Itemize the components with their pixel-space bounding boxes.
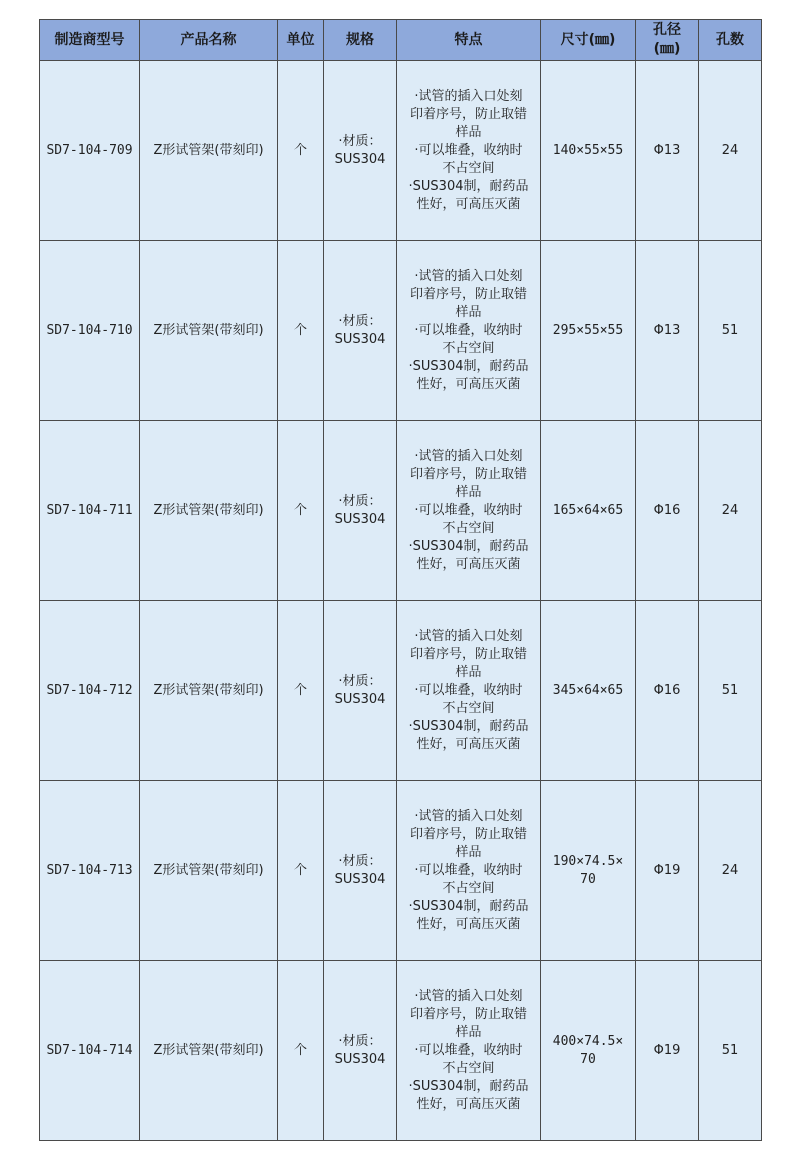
header-row: [40, 20, 762, 61]
feature-line: ·试管的插入口处刻: [414, 448, 523, 464]
spec-line: SUS304: [334, 691, 386, 707]
table-header: [40, 20, 762, 61]
hole-diameter-cell: Φ13: [636, 61, 699, 241]
feature-line: ·可以堆叠，收纳时: [414, 862, 523, 878]
features-cell: [397, 61, 541, 241]
hole-count-cell: 51: [699, 601, 762, 781]
unit-cell: 个: [278, 961, 324, 1141]
features-cell: [397, 241, 541, 421]
header-hole-diameter-line-2: (㎜): [653, 41, 681, 57]
unit-cell: 个: [278, 781, 324, 961]
header-unit: 单位: [278, 20, 324, 61]
feature-line: ·SUS304制，耐药品: [408, 718, 529, 734]
feature-line: 印着序号，防止取错: [409, 826, 527, 842]
model-cell: SD7-104-713: [40, 781, 140, 961]
feature-line: 不占空间: [442, 700, 495, 716]
hole-count-cell: 51: [699, 241, 762, 421]
spec-cell: [324, 781, 397, 961]
model-cell: SD7-104-709: [40, 61, 140, 241]
model-cell: SD7-104-710: [40, 241, 140, 421]
feature-line: 印着序号，防止取错: [409, 646, 527, 662]
feature-line: 性好，可高压灭菌: [416, 916, 521, 932]
model-cell: SD7-104-711: [40, 421, 140, 601]
spec-cell: [324, 61, 397, 241]
feature-line: 性好，可高压灭菌: [416, 556, 521, 572]
size-line: 400×74.5×: [552, 1033, 624, 1049]
hole-count-cell: 24: [699, 781, 762, 961]
model-cell: SD7-104-714: [40, 961, 140, 1141]
feature-line: 印着序号，防止取错: [409, 106, 527, 122]
header-product-name: 产品名称: [140, 20, 278, 61]
header-hole-diameter-line-1: 孔径: [653, 22, 681, 38]
header-hole-count: 孔数: [699, 20, 762, 61]
size-line: 190×74.5×: [552, 853, 624, 869]
table-row: [40, 601, 762, 781]
feature-line: 印着序号，防止取错: [409, 466, 527, 482]
feature-line: ·试管的插入口处刻: [414, 988, 523, 1004]
spec-line: ·材质：: [338, 673, 382, 689]
size-cell: 140×55×55: [541, 61, 636, 241]
table-row: [40, 781, 762, 961]
spec-line: SUS304: [334, 151, 386, 167]
spec-line: ·材质：: [338, 313, 382, 329]
product-name-cell: Z形试管架(带刻印): [140, 61, 278, 241]
table-row: [40, 241, 762, 421]
feature-line: 性好，可高压灭菌: [416, 196, 521, 212]
features-cell: [397, 421, 541, 601]
feature-line: ·SUS304制，耐药品: [408, 1078, 529, 1094]
feature-line: 不占空间: [442, 1060, 495, 1076]
hole-diameter-cell: Φ19: [636, 961, 699, 1141]
feature-line: 印着序号，防止取错: [409, 1006, 527, 1022]
feature-line: ·试管的插入口处刻: [414, 628, 523, 644]
unit-cell: 个: [278, 61, 324, 241]
feature-line: ·SUS304制，耐药品: [408, 538, 529, 554]
feature-line: 样品: [455, 844, 482, 860]
header-hole-diameter: [636, 20, 699, 61]
spec-cell: [324, 241, 397, 421]
product-name-cell: Z形试管架(带刻印): [140, 421, 278, 601]
hole-count-cell: 24: [699, 61, 762, 241]
feature-line: 样品: [455, 124, 482, 140]
spec-line: SUS304: [334, 1051, 386, 1067]
table-row: [40, 961, 762, 1141]
spec-line: SUS304: [334, 511, 386, 527]
feature-line: 样品: [455, 1024, 482, 1040]
table-body: [40, 61, 762, 1141]
spec-line: ·材质：: [338, 1033, 382, 1049]
feature-line: ·试管的插入口处刻: [414, 88, 523, 104]
feature-line: ·可以堆叠，收纳时: [414, 142, 523, 158]
hole-count-cell: 51: [699, 961, 762, 1141]
hole-diameter-cell: Φ16: [636, 421, 699, 601]
feature-line: 样品: [455, 484, 482, 500]
feature-line: ·SUS304制，耐药品: [408, 178, 529, 194]
feature-line: 不占空间: [442, 160, 495, 176]
header-features: 特点: [397, 20, 541, 61]
features-cell: [397, 961, 541, 1141]
feature-line: ·SUS304制，耐药品: [408, 358, 529, 374]
feature-line: 不占空间: [442, 520, 495, 536]
features-cell: [397, 601, 541, 781]
table-row: [40, 421, 762, 601]
size-cell: 295×55×55: [541, 241, 636, 421]
feature-line: 性好，可高压灭菌: [416, 1096, 521, 1112]
spec-cell: [324, 961, 397, 1141]
features-cell: [397, 781, 541, 961]
spec-line: ·材质：: [338, 493, 382, 509]
spec-line: ·材质：: [338, 133, 382, 149]
table-row: [40, 61, 762, 241]
unit-cell: 个: [278, 601, 324, 781]
product-name-cell: Z形试管架(带刻印): [140, 241, 278, 421]
product-spec-table: [39, 19, 762, 1141]
feature-line: 性好，可高压灭菌: [416, 736, 521, 752]
product-name-cell: Z形试管架(带刻印): [140, 961, 278, 1141]
unit-cell: 个: [278, 421, 324, 601]
feature-line: ·可以堆叠，收纳时: [414, 502, 523, 518]
hole-diameter-cell: Φ16: [636, 601, 699, 781]
feature-line: 不占空间: [442, 340, 495, 356]
size-line: 70: [580, 1051, 596, 1067]
feature-line: 印着序号，防止取错: [409, 286, 527, 302]
spec-cell: [324, 601, 397, 781]
size-line: 70: [580, 871, 596, 887]
spec-line: ·材质：: [338, 853, 382, 869]
feature-line: 性好，可高压灭菌: [416, 376, 521, 392]
feature-line: 不占空间: [442, 880, 495, 896]
spec-line: SUS304: [334, 871, 386, 887]
feature-line: ·可以堆叠，收纳时: [414, 322, 523, 338]
size-cell: 345×64×65: [541, 601, 636, 781]
feature-line: ·可以堆叠，收纳时: [414, 682, 523, 698]
feature-line: ·可以堆叠，收纳时: [414, 1042, 523, 1058]
size-cell: 165×64×65: [541, 421, 636, 601]
model-cell: SD7-104-712: [40, 601, 140, 781]
unit-cell: 个: [278, 241, 324, 421]
spec-line: SUS304: [334, 331, 386, 347]
product-name-cell: Z形试管架(带刻印): [140, 781, 278, 961]
product-name-cell: Z形试管架(带刻印): [140, 601, 278, 781]
feature-line: ·试管的插入口处刻: [414, 808, 523, 824]
feature-line: ·试管的插入口处刻: [414, 268, 523, 284]
feature-line: 样品: [455, 664, 482, 680]
hole-diameter-cell: Φ19: [636, 781, 699, 961]
spec-cell: [324, 421, 397, 601]
hole-count-cell: 24: [699, 421, 762, 601]
size-cell: [541, 781, 636, 961]
feature-line: ·SUS304制，耐药品: [408, 898, 529, 914]
header-size: 尺寸(㎜): [541, 20, 636, 61]
hole-diameter-cell: Φ13: [636, 241, 699, 421]
size-cell: [541, 961, 636, 1141]
feature-line: 样品: [455, 304, 482, 320]
header-model: 制造商型号: [40, 20, 140, 61]
header-spec: 规格: [324, 20, 397, 61]
